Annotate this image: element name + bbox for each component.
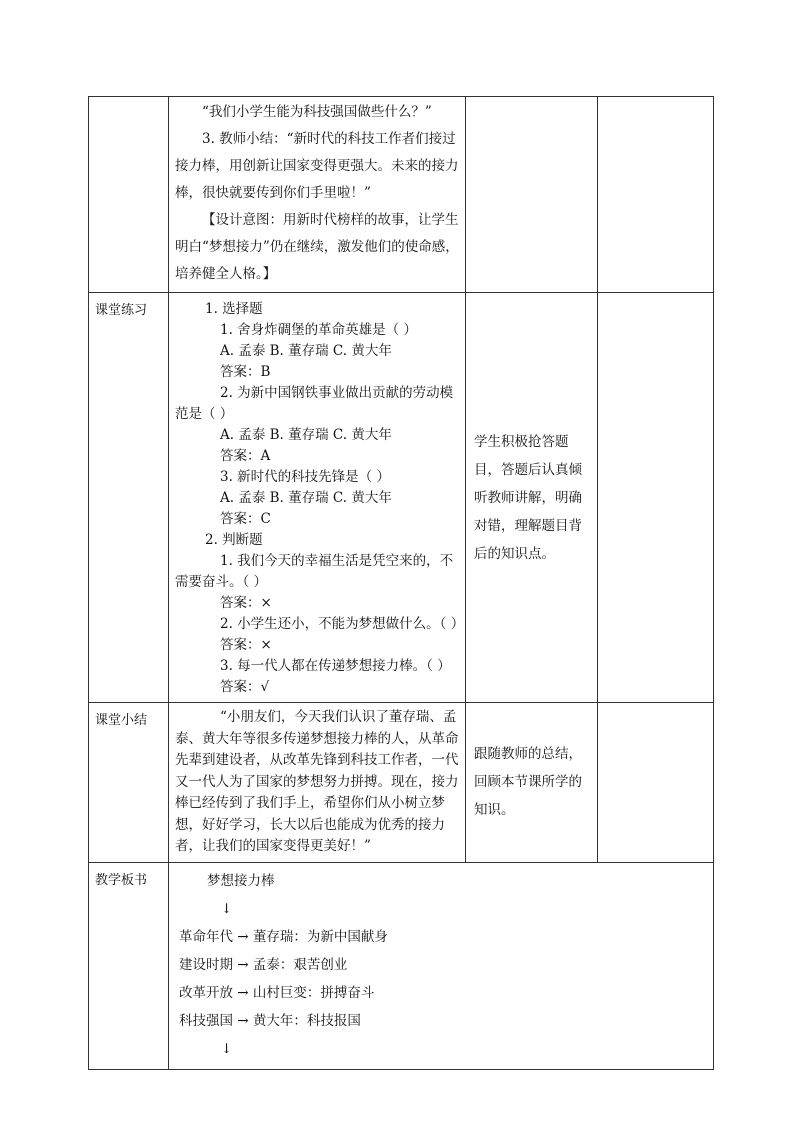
row-board bbox=[89, 862, 714, 1069]
board-row: 革命年代 → 董存瑞：为新中国献身 bbox=[179, 928, 388, 945]
board-row: 改革开放 → 山村巨变：拼搏奋斗 bbox=[179, 984, 375, 1001]
arrow-down-icon: ↓ bbox=[221, 900, 233, 917]
practice-line: 2. 判断题 bbox=[205, 532, 263, 548]
practice-line: 1. 我们今天的幸福生活是凭空来的，不需要奋斗。（ ） bbox=[175, 553, 454, 590]
practice-line: 答案：× bbox=[220, 595, 272, 611]
note-cell-empty bbox=[598, 703, 714, 863]
board-content bbox=[169, 862, 714, 1069]
row-continuation bbox=[89, 97, 714, 293]
board-row: 科技强国 → 黄大年：科技报国 bbox=[179, 1012, 361, 1029]
practice-line: 1. 舍身炸碉堡的革命英雄是（ ） bbox=[220, 322, 417, 338]
label-cell-empty bbox=[89, 97, 169, 293]
practice-line: 答案：√ bbox=[220, 679, 270, 695]
row-summary bbox=[89, 703, 714, 863]
summary-student-activity: 跟随教师的总结，回顾本节课所学的知识。 bbox=[466, 703, 598, 863]
practice-line: A. 孟泰 B. 董存瑞 C. 黄大年 bbox=[220, 490, 392, 506]
lesson-plan-table bbox=[88, 96, 714, 1070]
practice-line: 2. 为新中国钢铁事业做出贡献的劳动模范是（ ） bbox=[175, 385, 454, 422]
design-intent-text: 【设计意图：用新时代榜样的故事，让学生明白“梦想接力”仍在继续，激发他们的使命感，培养健全人格。】 bbox=[175, 212, 459, 282]
board-row: 建设时期 → 孟泰：艰苦创业 bbox=[179, 956, 348, 973]
practice-content bbox=[169, 293, 466, 703]
student-cell-empty bbox=[466, 97, 598, 293]
note-cell-empty bbox=[598, 97, 714, 293]
content-cell bbox=[169, 97, 466, 293]
practice-line: 答案：A bbox=[220, 448, 271, 464]
practice-line: 答案：C bbox=[220, 511, 271, 527]
practice-line: A. 孟泰 B. 董存瑞 C. 黄大年 bbox=[220, 343, 392, 359]
summary-label: 课堂小结 bbox=[89, 703, 169, 863]
practice-line: 3. 新时代的科技先锋是（ ） bbox=[220, 469, 390, 485]
board-label: 教学板书 bbox=[89, 862, 169, 1069]
practice-label: 课堂练习 bbox=[89, 293, 169, 703]
teacher-summary-text: 3. 教师小结：“新时代的科技工作者们接过接力棒，用创新让国家变得更强大。未来的接力棒，很快就要传到你们手里啦！” bbox=[175, 131, 459, 201]
row-practice bbox=[89, 293, 714, 703]
summary-content bbox=[169, 703, 466, 863]
question-text: “我们小学生能为科技强国做些什么？” bbox=[202, 104, 432, 120]
practice-line: 1. 选择题 bbox=[205, 301, 263, 317]
arrow-down-icon: ↓ bbox=[221, 1040, 233, 1057]
practice-line: 2. 小学生还小，不能为梦想做什么。（ ） bbox=[220, 616, 465, 632]
board-title: 梦想接力棒 bbox=[207, 872, 275, 889]
practice-line: 答案：× bbox=[220, 637, 272, 653]
practice-line: A. 孟泰 B. 董存瑞 C. 黄大年 bbox=[220, 427, 392, 443]
practice-line: 3. 每一代人都在传递梦想接力棒。（ ） bbox=[220, 658, 451, 674]
practice-line: 答案：B bbox=[220, 364, 271, 380]
summary-text: “小朋友们，今天我们认识了董存瑞、孟泰、黄大年等很多传递梦想接力棒的人，从革命先辈到建设者，从改革先锋到科技工作者，一代又一代人为了国家的梦想努力拼搏。现在，接力棒已经传到了我们手上，希望你们从小树立梦想，好好学习，长大以后也能成为优秀的接力者，让我们的国家变得更美好！” bbox=[175, 709, 459, 854]
practice-student-activity: 学生积极抢答题目，答题后认真倾听教师讲解，明确对错，理解题目背后的知识点。 bbox=[466, 293, 598, 703]
note-cell-empty bbox=[598, 293, 714, 703]
